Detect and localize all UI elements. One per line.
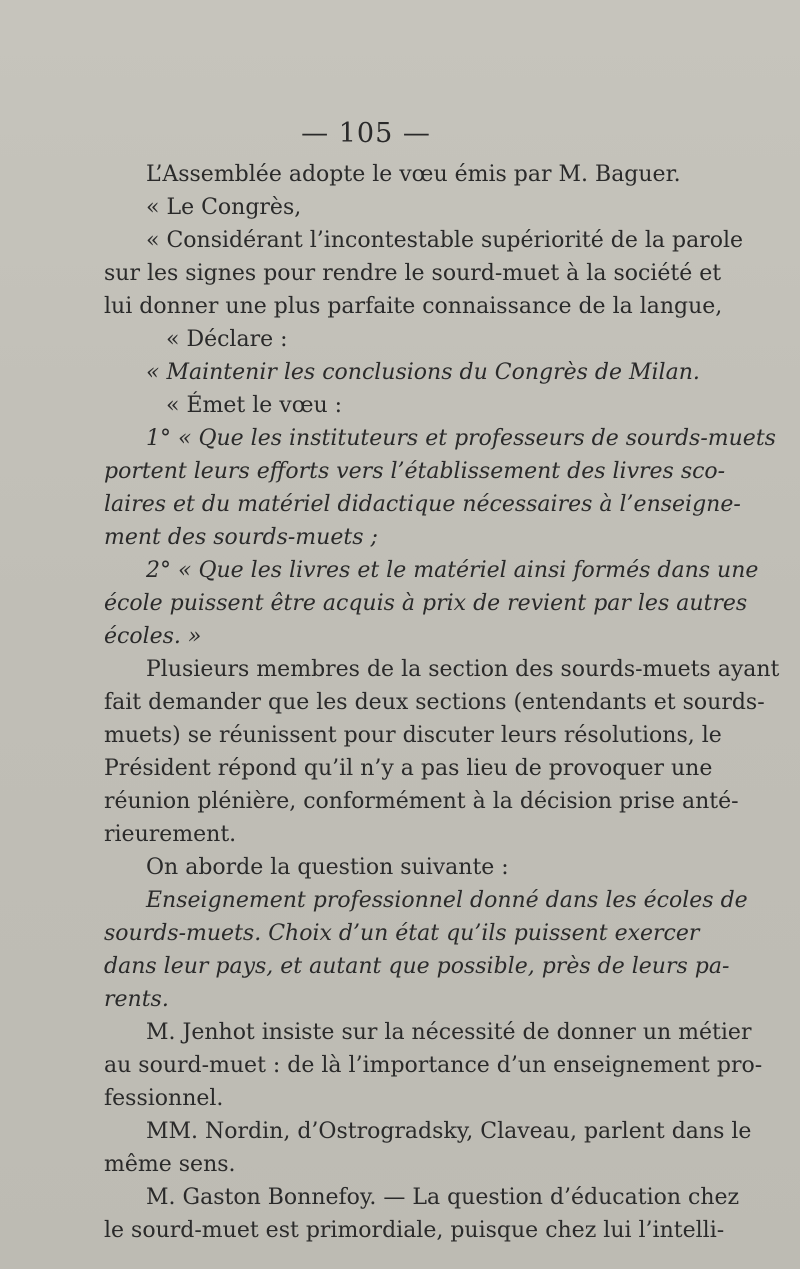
text-line: Président répond qu’il n’y a pas lieu de provoquer une — [104, 756, 713, 781]
body-text — [104, 158, 780, 1247]
text-line: 2° « Que les livres et le matériel ainsi formés dans une — [146, 558, 759, 583]
text-line: « Considérant l’incontestable supériorité de la parole — [146, 228, 743, 253]
text-line: le sourd-muet est primordiale, puisque chez lui l’intelli- — [104, 1218, 725, 1243]
text-line: ment des sourds-muets ; — [104, 525, 378, 550]
text-line: « Déclare : — [166, 327, 288, 352]
text-line: sourds-muets. Choix d’un état qu’ils puissent exercer — [104, 921, 700, 946]
text-line: sur les signes pour rendre le sourd-muet à la société et — [104, 261, 722, 286]
text-line: école puissent être acquis à prix de revient par les autres — [104, 591, 748, 616]
text-line: lui donner une plus parfaite connaissance de la langue, — [104, 294, 723, 319]
text-line: laires et du matériel didactique nécessaires à l’enseigne- — [104, 492, 741, 517]
text-line: fessionnel. — [104, 1086, 224, 1111]
text-line: On aborde la question suivante : — [146, 855, 509, 880]
text-line: muets) se réunissent pour discuter leurs résolutions, le — [104, 723, 722, 748]
text-line: MM. Nordin, d’Ostrogradsky, Claveau, parlent dans le — [146, 1119, 752, 1144]
text-line: dans leur pays, et autant que possible, près de leurs pa- — [104, 954, 730, 979]
text-line: 1° « Que les instituteurs et professeurs de sourds-muets — [146, 426, 776, 451]
text-line: fait demander que les deux sections (entendants et sourds- — [104, 690, 765, 715]
text-line: rents. — [104, 987, 169, 1012]
text-line: « Maintenir les conclusions du Congrès de Milan. — [146, 360, 700, 385]
text-line: réunion plénière, conformément à la décision prise anté- — [104, 789, 739, 814]
text-line: rieurement. — [104, 822, 237, 847]
page-number: — 105 — — [301, 118, 431, 149]
text-line: « Émet le vœu : — [166, 393, 343, 418]
text-line: M. Jenhot insiste sur la nécessité de donner un métier — [146, 1020, 752, 1045]
text-line: M. Gaston Bonnefoy. — La question d’éducation chez — [146, 1185, 740, 1210]
text-line: L’Assemblée adopte le vœu émis par M. Baguer. — [146, 162, 681, 187]
text-line: « Le Congrès, — [146, 195, 302, 220]
text-line: portent leurs efforts vers l’établissement des livres sco- — [104, 459, 726, 484]
text-line: Plusieurs membres de la section des sourds-muets ayant — [146, 657, 780, 682]
text-line: au sourd-muet : de là l’importance d’un enseignement pro- — [104, 1053, 763, 1078]
text-line: Enseignement professionnel donné dans les écoles de — [146, 888, 748, 913]
text-line: même sens. — [104, 1152, 236, 1177]
text-line: écoles. » — [104, 624, 202, 649]
